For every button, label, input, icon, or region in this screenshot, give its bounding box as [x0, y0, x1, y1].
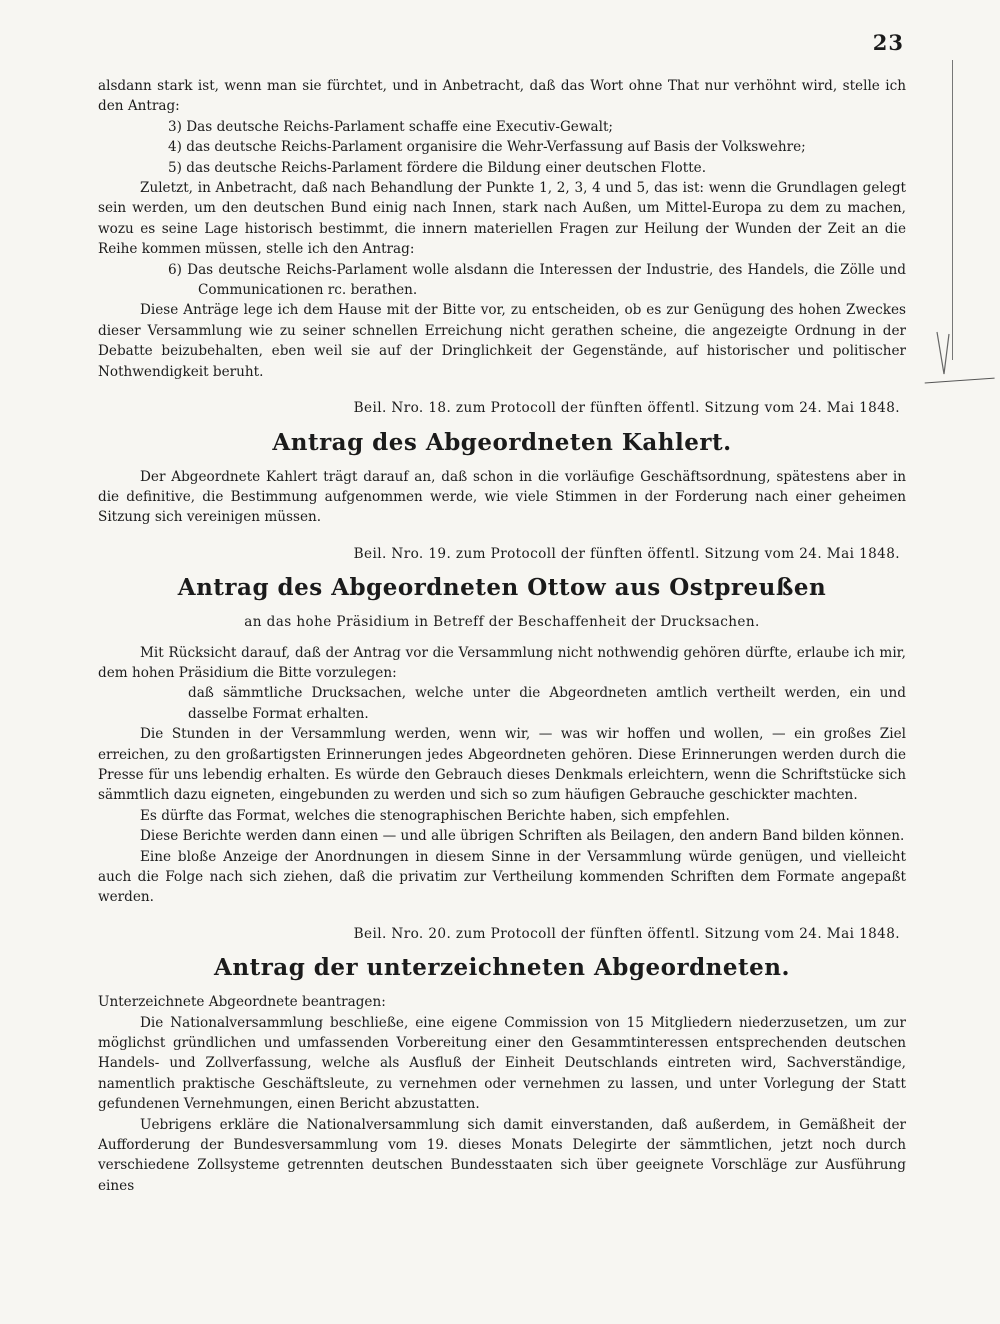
paragraph: Der Abgeordnete Kahlert trägt darauf an, daß schon in die vorläufige Geschäftsordnung, spätestens aber in die definitive, die Bestimmung aufgenommen werde, wie viele Stimmen in der Forderung nach einer geheimen Sitzung sich vereinigen müssen.	[98, 468, 906, 526]
paragraph: Eine bloße Anzeige der Anordnungen in diesem Sinne in der Versammlung würde genügen, und vielleicht auch die Folge nach sich ziehen, daß die privatim zur Vertheilung kommenden Schriften dem Formate angepaßt werden.	[98, 848, 906, 906]
quoted-request: daß sämmtliche Drucksachen, welche unter die Abgeordneten amtlich vertheilt werden, ein und dasselbe Format erhalten.	[188, 685, 906, 722]
list-item: 3) Das deutsche Reichs-Parlament schaffe eine Executiv-Gewalt;	[168, 118, 613, 135]
paragraph: Die Nationalversammlung beschließe, eine eigene Commission von 15 Mitgliedern niederzusetzen, um zur möglichst gründlichen und umfassenden Vorbereitung einer den Gesammtinteressen entsprechenden deutschen Handels- und Zollverfassung, welche als Ausfluß der Einheit Deutschlands eintreten wird, Sachverständige, namentlich praktische Geschäftsleute, zu vernehmen oder vernehmen zu lassen, und unter Vorlegung der Statt gefundenen Vernehmungen, einen Bericht abzustatten.	[98, 1014, 906, 1113]
paragraph: Mit Rücksicht darauf, daß der Antrag vor die Versammlung nicht nothwendig gehören dürfte, erlaube ich mir, dem hohen Präsidium die Bitte vorzulegen:	[98, 644, 906, 681]
paragraph: Diese Anträge lege ich dem Hause mit der Bitte vor, zu entscheiden, ob es zur Genügung des hohen Zweckes dieser Versammlung wie zu seiner schnellen Erreichung nicht gerathen scheine, die angezeigte Ordnung in der Debatte beizubehalten, eben weil sie auf der Dringlichkeit der Gegenstände, auf historischer und politischer Nothwendigkeit beruht.	[98, 302, 906, 380]
paragraph: Unterzeichnete Abgeordnete beantragen:	[98, 994, 386, 1011]
appendix-reference: Beil. Nro. 19. zum Protocoll der fünften öffentl. Sitzung vom 24. Mai 1848.	[353, 545, 900, 562]
section-subtitle: an das hohe Präsidium in Betreff der Beschaffenheit der Drucksachen.	[244, 614, 760, 631]
page-number: 23	[872, 30, 904, 55]
paragraph: Zuletzt, in Anbetracht, daß nach Behandlung der Punkte 1, 2, 3, 4 und 5, das ist: wenn die Grundlagen gelegt sein werden, um den deutschen Bund einig nach Innen, stark nach Außen, um Mittel-Europa zu dem zu machen, wozu es seine Lage historisch bestimmt, die innern materiellen Fragen zur Heilung der Wunden der Zeit an die Reihe kommen müssen, stelle ich den Antrag:	[98, 180, 906, 258]
margin-pencil-mark	[925, 378, 996, 394]
margin-pencil-check	[936, 330, 950, 376]
list-item: 6) Das deutsche Reichs-Parlament wolle alsdann die Interessen der Industrie, des Handels, die Zölle und Communicationen rc. berathen.	[168, 261, 906, 299]
paragraph: Diese Berichte werden dann einen — und alle übrigen Schriften als Beilagen, den andern Band bilden können.	[140, 828, 905, 845]
list-item: 5) das deutsche Reichs-Parlament fördere die Bildung einer deutschen Flotte.	[168, 159, 707, 176]
margin-pencil-line	[952, 60, 953, 360]
paragraph: Es dürfte das Format, welches die stenographischen Berichte haben, sich empfehlen.	[140, 807, 730, 824]
appendix-reference: Beil. Nro. 18. zum Protocoll der fünften öffentl. Sitzung vom 24. Mai 1848.	[353, 400, 900, 417]
section-title: Antrag des Abgeordneten Ottow aus Ostpreußen	[177, 574, 827, 602]
paragraph: Die Stunden in der Versammlung werden, wenn wir, — was wir hoffen und wollen, — ein großes Ziel erreichen, zu den großartigsten Erinnerungen jedes Abgeordneten gehören. Diese Erinnerungen werden durch die Presse für uns lebendig erhalten. Es würde den Gebrauch dieses Denkmals erleichtern, wenn die Schriftstücke sich sämmtlich dazu eigneten, eingebunden zu werden und sich so zum häufigen Gebrauche geschickter machten.	[98, 726, 906, 804]
paragraph: alsdann stark ist, wenn man sie fürchtet, und in Anbetracht, daß das Wort ohne That nur verhöhnt wird, stelle ich den Antrag:	[98, 78, 906, 115]
section-title: Antrag des Abgeordneten Kahlert.	[272, 428, 732, 456]
appendix-reference: Beil. Nro. 20. zum Protocoll der fünften öffentl. Sitzung vom 24. Mai 1848.	[353, 925, 900, 942]
list-item: 4) das deutsche Reichs-Parlament organisire die Wehr-Verfassung auf Basis der Volkswehre;	[168, 139, 806, 156]
paragraph: Uebrigens erkläre die Nationalversammlung sich damit einverstanden, daß außerdem, in Gemäßheit der Aufforderung der Bundesversammlung vom 19. dieses Monats Delegirte der sämmtlichen, jetzt noch durch verschiedene Zollsysteme getrennten deutschen Bundesstaaten sich über geeignete Vorschläge zur Ausführung eines	[98, 1116, 906, 1194]
section-title: Antrag der unterzeichneten Abgeordneten.	[214, 954, 790, 982]
document-body	[98, 76, 906, 1196]
